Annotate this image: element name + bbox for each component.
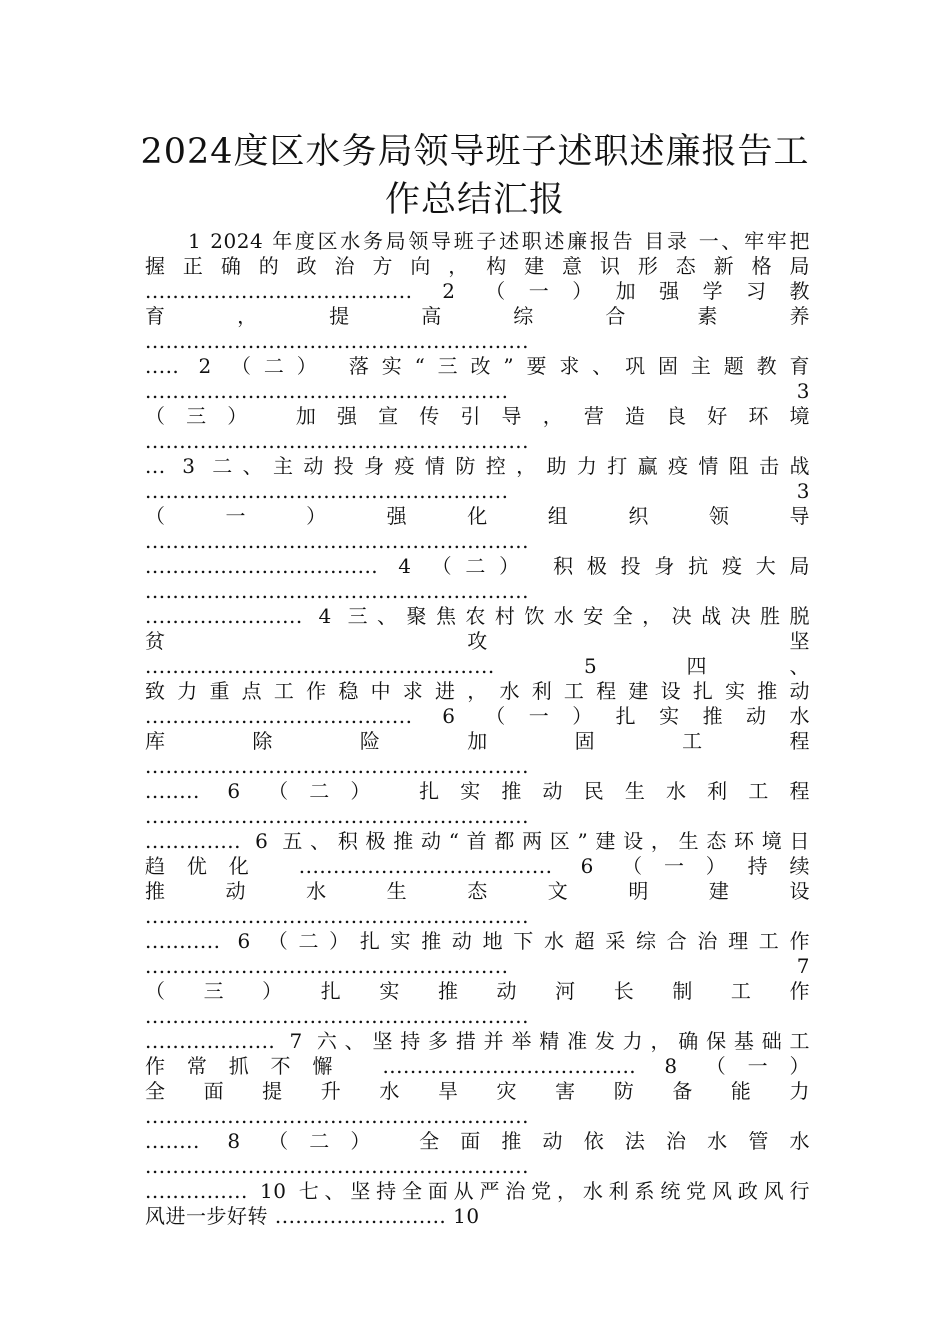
toc-line: ........................................................: [145, 579, 530, 603]
toc-line: 握 正 确 的 政 治 方 向 ， 构 建 意 识 形 态 新 格 局: [145, 254, 810, 278]
toc-line: ........................................................: [145, 904, 530, 928]
toc-line: .............. 6 五、积极推动“首都两区”建设，生态环境日: [145, 829, 810, 853]
toc-line: ................... 7 六、坚持多措并举精准发力，确保基础工: [145, 1029, 810, 1053]
toc-line: ........................................................: [145, 429, 530, 453]
toc-line: 育 ， 提 高 综 合 素 养: [145, 304, 810, 328]
document-title-line-2: 作总结汇报: [384, 180, 565, 220]
toc-line: （三） 加强宣传引导，营造良好环境: [145, 404, 810, 428]
toc-line: ..................................................... 3: [145, 379, 810, 403]
toc-line: 作常抓不懈 ..................................... 8 （一）: [145, 1054, 810, 1078]
toc-line: ........................................................: [145, 329, 530, 353]
toc-line: ........................................................: [145, 804, 530, 828]
toc-line: ... 3 二、主动投身疫情防控，助力打赢疫情阻击战: [145, 454, 810, 478]
toc-line: ........................................................: [145, 1104, 530, 1128]
toc-line: ........................................................: [145, 1154, 530, 1178]
toc-line: 全 面 提 升 水 旱 灾 害 防 备 能 力: [145, 1079, 810, 1103]
toc-line: 风进一步好转 ......................... 10: [145, 1204, 480, 1228]
toc-line: .................................. 4 （二） 积极投身抗疫大局: [145, 554, 810, 578]
toc-line: （ 一 ） 强 化 组 织 领 导: [145, 504, 810, 528]
toc-line: 趋优化 ..................................... 6 （一）持续: [145, 854, 810, 878]
toc-line: ........................................................: [145, 1004, 530, 1028]
toc-line: ........ 8 （二） 全面推动依法治水管水: [145, 1129, 810, 1153]
document-title-line-1: 2024度区水务局领导班子述职述廉报告工: [140, 132, 810, 172]
toc-line: ..................................................... 3: [145, 479, 810, 503]
toc-line: 1 2024 年度区水务局领导班子述职述廉报告 目录 一、牢牢把: [188, 229, 810, 253]
toc-line: ....................... 4 三、聚焦农村饮水安全，决战决胜脱: [145, 604, 810, 628]
toc-line: ....................................... 6 （一）扎实推动水: [145, 704, 810, 728]
toc-line: ....................................... 2 （一）加强学习教: [145, 279, 810, 303]
toc-line: ........... 6 （二）扎实推动地下水超采综合治理工作: [145, 929, 810, 953]
toc-line: ................................................... 5 四、: [145, 654, 810, 678]
toc-line: ........ 6 （二） 扎实推动民生水利工程: [145, 779, 810, 803]
toc-line: ............... 10 七、坚持全面从严治党，水利系统党风政风行: [145, 1179, 810, 1203]
toc-line: 库 除 险 加 固 工 程: [145, 729, 810, 753]
toc-line: 贫 攻 坚: [145, 629, 810, 653]
toc-line: ..................................................... 7: [145, 954, 810, 978]
toc-line: 推 动 水 生 态 文 明 建 设: [145, 879, 810, 903]
toc-line: （ 三 ） 扎 实 推 动 河 长 制 工 作: [145, 979, 810, 1003]
toc-line: ..... 2 （二） 落实“三改”要求、巩固主题教育: [145, 354, 810, 378]
toc-line: 致 力 重 点 工 作 稳 中 求 进 ， 水 利 工 程 建 设 扎 实 推 动: [145, 679, 810, 703]
toc-line: ........................................................: [145, 529, 530, 553]
toc-line: ........................................................: [145, 754, 530, 778]
